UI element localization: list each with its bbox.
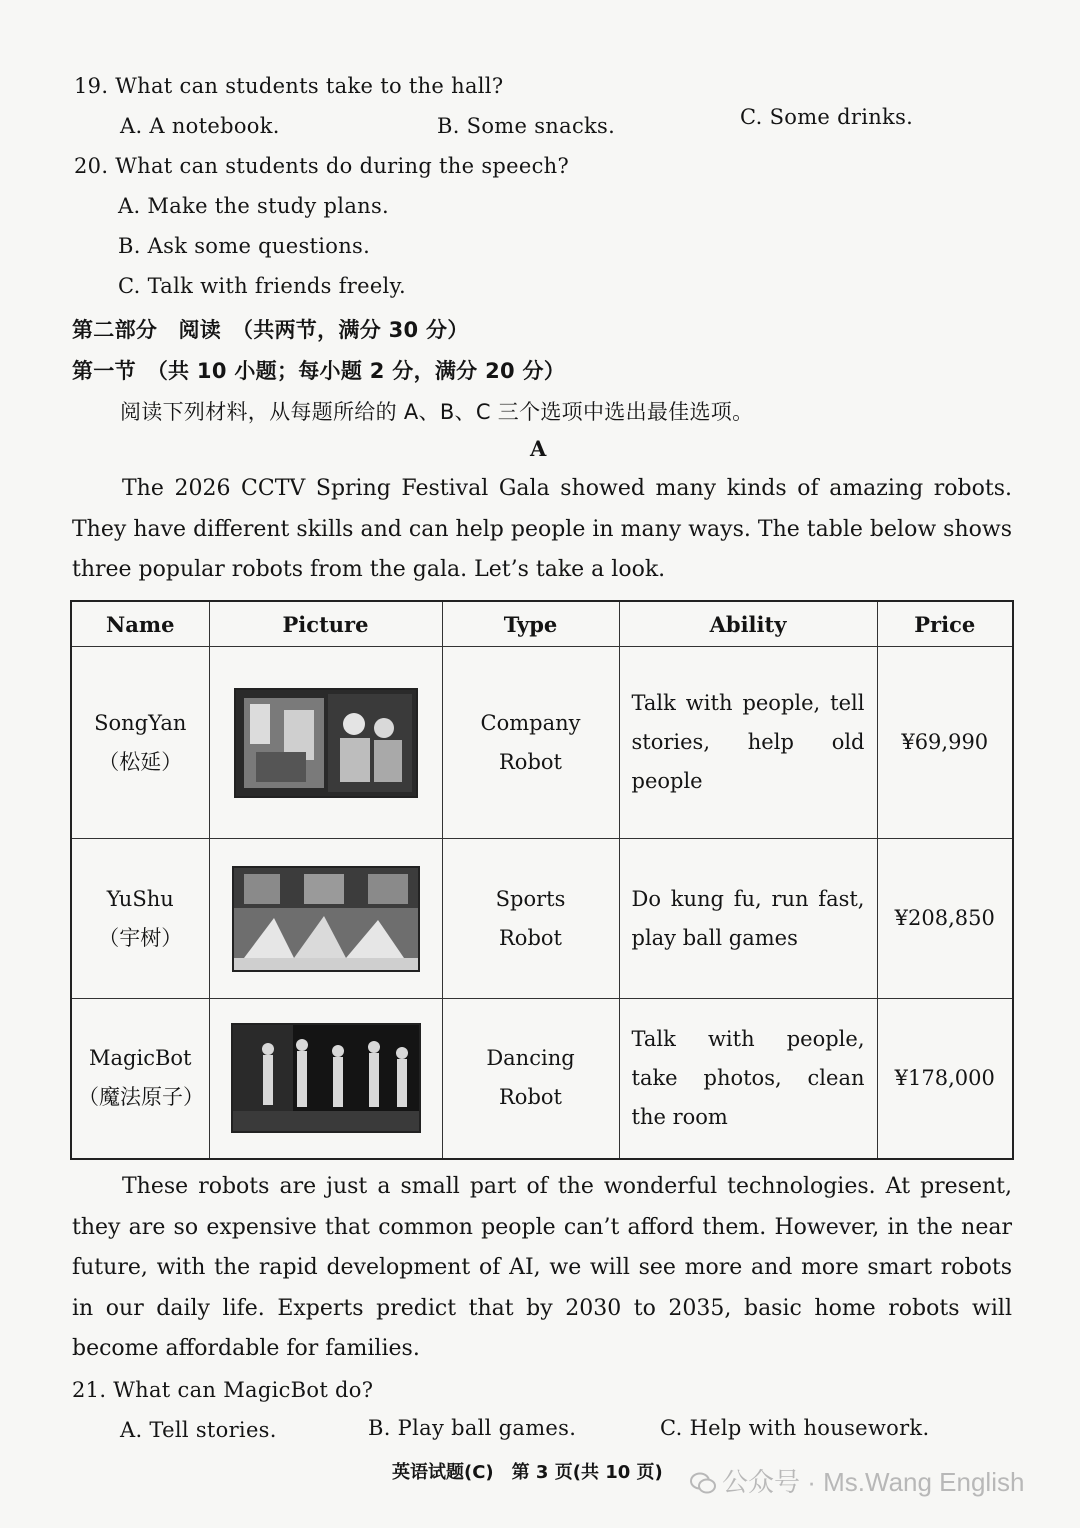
watermark-text: 公众号 · Ms.Wang English — [722, 1467, 1025, 1497]
question-19-option-a: A. A notebook. — [120, 114, 280, 138]
robot-ability: Talk with people, take photos, clean the room — [619, 999, 877, 1159]
header-price: Price — [877, 601, 1013, 647]
question-20-option-b: B. Ask some questions. — [118, 234, 371, 258]
question-21-option-b: B. Play ball games. — [368, 1416, 577, 1440]
instruction: 阅读下列材料，从每题所给的 A、B、C 三个选项中选出最佳选项。 — [120, 400, 754, 424]
robot-type-line2: Robot — [499, 749, 562, 774]
header-picture: Picture — [209, 601, 442, 647]
robot-ability: Do kung fu, run fast, play ball games — [619, 839, 877, 999]
robot-picture-cell — [209, 999, 442, 1159]
robot-type-line1: Company — [480, 710, 581, 735]
robot-picture-cell — [209, 647, 442, 839]
header-name: Name — [71, 601, 209, 647]
wechat-icon — [690, 1472, 716, 1494]
robot-name: MagicBot — [89, 1046, 192, 1071]
table-row — [71, 999, 1013, 1159]
robot-name-cell — [71, 999, 209, 1159]
header-ability: Ability — [619, 601, 877, 647]
robot-type-line1: Sports — [495, 886, 566, 911]
robot-type-line2: Robot — [499, 925, 562, 950]
question-20-option-c: C. Talk with friends freely. — [118, 274, 406, 298]
closing-paragraph-text: These robots are just a small part of the wonderful technologies. At present, they are so expensive that common people can’t afford them. However, in the near future, with the rapid development of AI, we will see more and more smart robots in our daily life. Experts predict that by 2030 to 2035, basic home robots will become affordable for families. — [72, 1174, 1012, 1361]
section1-heading: 第一节 （共 10 小题；每小题 2 分，满分 20 分） — [72, 359, 566, 383]
robot-type-cell — [442, 647, 619, 839]
part2-heading: 第二部分 阅读 （共两节，满分 30 分） — [72, 318, 469, 342]
question-19-option-b: B. Some snacks. — [437, 114, 616, 138]
robots-table — [70, 600, 1014, 1160]
question-19-option-c: C. Some drinks. — [740, 105, 914, 129]
robot-name-cn: （魔法原子） — [78, 1085, 204, 1110]
robot-name-cn: （宇树） — [98, 925, 183, 950]
robot-name-cell — [71, 647, 209, 839]
robot-name-cn: （松延） — [98, 749, 183, 774]
question-21-option-c: C. Help with housework. — [660, 1416, 930, 1440]
robot-type-line2: Robot — [499, 1085, 562, 1110]
robot-photo-yushu — [232, 866, 420, 972]
robot-photo-magicbot — [231, 1023, 421, 1133]
table-row — [71, 647, 1013, 839]
question-21-option-a: A. Tell stories. — [120, 1418, 277, 1442]
robot-picture-cell — [209, 839, 442, 999]
robot-name: YuShu — [106, 886, 174, 911]
robot-type-cell — [442, 999, 619, 1159]
robot-price: ¥178,000 — [877, 999, 1013, 1159]
question-19-stem: 19. What can students take to the hall? — [74, 74, 504, 98]
header-type: Type — [442, 601, 619, 647]
robot-name: SongYan — [94, 710, 187, 735]
robot-ability: Talk with people, tell stories, help old people — [619, 647, 877, 839]
intro-paragraph-text: The 2026 CCTV Spring Festival Gala showed many kinds of amazing robots. They have different skills and can help people in many ways. The table below shows three popular robots from the gala. Let’s take a look. — [72, 476, 1012, 582]
robot-photo-songyan — [234, 688, 418, 798]
robot-price: ¥208,850 — [877, 839, 1013, 999]
page-footer: 英语试题(C) 第 3 页(共 10 页) — [392, 1462, 663, 1483]
robot-price: ¥69,990 — [877, 647, 1013, 839]
question-21-stem: 21. What can MagicBot do? — [72, 1378, 374, 1402]
robot-type-cell — [442, 839, 619, 999]
question-20-option-a: A. Make the study plans. — [118, 194, 390, 218]
question-20-stem: 20. What can students do during the speech? — [74, 154, 570, 178]
table-row — [71, 839, 1013, 999]
table-header-row — [71, 601, 1013, 647]
intro-paragraph — [72, 469, 1012, 591]
passage-label: A — [530, 436, 547, 461]
robot-name-cell — [71, 839, 209, 999]
watermark — [690, 1462, 1024, 1499]
robot-type-line1: Dancing — [486, 1046, 575, 1071]
closing-paragraph — [72, 1167, 1012, 1370]
